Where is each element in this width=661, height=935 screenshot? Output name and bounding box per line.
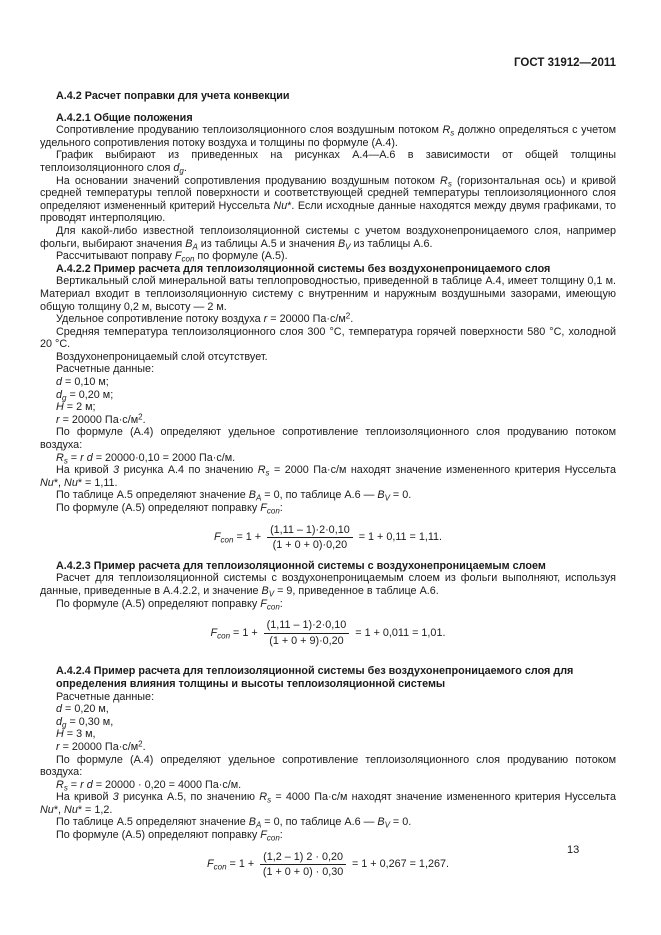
paragraph: Средняя температура теплоизоляционного слоя 300 °С, температура горячей поверхности 580 °С, холодной 20 °С. <box>40 325 616 351</box>
formula-lhs: $F_{con} = 1$ + <box>207 858 258 872</box>
formula-result: = 1 + 0,267 = 1,267. <box>349 858 449 871</box>
paragraph: Удельное сопротивление потоку воздуха r = 20000 $Па\cdot с/м^2$. <box>56 311 354 326</box>
paragraph: r = 20000 $Па\cdot с/м^2$. <box>56 412 146 426</box>
formula <box>40 619 616 647</box>
paragraph: r = 20000 $Па\cdot с/м^2$. <box>56 739 146 753</box>
formula-lhs: $F_{con} = 1$ + <box>213 531 265 545</box>
paragraph: По формуле (А.4) определяют удельное сопротивление теплоизоляционного слоя продуванию потоком воздуха: <box>40 753 616 779</box>
paragraph: Вертикальный слой минеральной ваты теплопроводностью, приведенной в таблице А.4, имеет толщину 0,1 м. Материал входит в теплоизоляционную систему с внутренним и наружным воздушными зазорами, имеющую общую толщину 0,2 м, высоту — 2 м. <box>40 275 616 313</box>
fraction-denominator: (1 + 0 + 0)·0,20 <box>272 539 348 552</box>
fraction-numerator: (1,2 – 1) 2 · 0,20 <box>260 851 346 866</box>
paragraph: H = 2 м; <box>56 401 96 414</box>
document-header <box>40 57 616 69</box>
paragraph: $R_s = r$ d = 20000 · 0,20 = 4000 Па·с/м. <box>56 778 242 793</box>
formula-fraction <box>267 524 353 552</box>
paragraph: H = 3 м, <box>56 728 96 741</box>
paragraph: На кривой 3 рисунка А.4 по значению $R_s = 2000$ Па·с/м находят значение измененного критерия Нуссельта Nu*, Nu* = 1,11. <box>40 464 617 489</box>
paragraph: Расчет для теплоизоляционной системы с воздухонепроницаемым слоем из фольги выполняют, используя данные, приведенные в А.4.2.2, и значение $B_V = 9$, приведенное в таблице А.6. <box>40 572 616 599</box>
paragraph: На кривой 3 рисунка А.5, по значению $R_s = 4000$ Па·с/м находят значение измененного критерия Нуссельта Nu*, Nu* = 1,2. <box>40 791 617 816</box>
section-heading: А.4.2.3 Пример расчета для теплоизоляционной системы с воздухонепроницаемым слоем <box>56 559 546 572</box>
paragraph: По формуле (А.5) определяют поправку $F_{con}$: <box>56 597 283 612</box>
paragraph: d = 0,10 м; <box>56 376 109 389</box>
formula <box>40 851 616 879</box>
paragraph: По формуле (А.5) определяют поправку $F_{con}$: <box>56 502 283 516</box>
document-body <box>40 90 616 885</box>
fraction-numerator: (1,11 – 1)·2·0,10 <box>264 619 350 634</box>
paragraph: Расчетные данные: <box>56 690 155 703</box>
fraction-denominator: (1 + 0 + 9)·0,20 <box>269 634 344 647</box>
formula-fraction <box>260 851 346 879</box>
page-number: 13 <box>567 844 580 856</box>
paragraph: По таблице А.5 определяют значение $B_A = 0$, по таблице А.6 — $B_V = 0$. <box>56 489 412 503</box>
formula-lhs: $F_{con} = 1$ + <box>210 626 261 641</box>
formula-result: = 1 + 0,011 = 1,01. <box>352 626 446 639</box>
paragraph: d = 0,20 м, <box>56 703 109 716</box>
fraction-numerator: (1,11 – 1)·2·0,10 <box>267 524 353 539</box>
paragraph: По формуле (А.4) определяют удельное сопротивление теплоизоляционного слоя продуванию потоком воздуха: <box>40 426 616 452</box>
paragraph: Расчетные данные: <box>56 363 155 376</box>
paragraph: График выбирают из приведенных на рисунках А.4—А.6 в зависимости от общей толщины теплоизоляционного слоя $d_g$. <box>40 149 616 176</box>
paragraph: По формуле (А.5) определяют поправку $F_{con}$: <box>56 829 283 843</box>
formula <box>40 524 616 552</box>
fraction-denominator: (1 + 0 + 0) · 0,30 <box>262 866 344 879</box>
paragraph: $R_s = r$ d = 20000·0,10 = 2000 Па·с/м. <box>56 451 236 466</box>
paragraph: По таблице А.5 определяют значение $B_A = 0$, по таблице А.6 — $B_V = 0$. <box>56 816 412 830</box>
paragraph: $d_g = 0,30$ м, <box>56 715 114 730</box>
paragraph: $d_g = 0,20$ м; <box>56 388 114 403</box>
formula-result: = 1 + 0,11 = 1,11. <box>355 531 443 544</box>
section-heading: А.4.2.4 Пример расчета для теплоизоляционной системы без воздухонепроницаемого слоя для определения влияния толщины и высоты теплоизоляционной системы <box>56 665 574 690</box>
paragraph: Для какой-либо известной теплоизоляционной системы с учетом воздухонепроницаемого слоя, например фольги, выбирают значения $B_A$ из таблицы А.5 и значения $B_V$ из таблицы А.6. <box>40 224 616 252</box>
paragraph: Воздухонепроницаемый слой отсутствует. <box>56 350 268 363</box>
section-heading: А.4.2.1 Общие положения <box>56 111 193 124</box>
section-heading: А.4.2.2 Пример расчета для теплоизоляционной системы без воздухонепроницаемого слоя <box>56 262 551 275</box>
standard-number: ГОСТ 31912—2011 <box>514 57 616 69</box>
formula-fraction <box>264 619 350 647</box>
paragraph: Сопротивление продуванию теплоизоляционного слоя воздушным потоком $R_s$ должно определяться с учетом удельного сопротивления потоку воздуха и толщины по формуле (А.4). <box>40 124 616 149</box>
section-heading: А.4.2 Расчет поправки для учета конвекции <box>56 90 290 102</box>
paragraph: На основании значений сопротивления продуванию воздушным потоком $R_s$ (горизонтальная ось) и кривой средней температуры теплой поверхности и соответствующей средней температуры теплоизоляционного слоя определяют измененный критерий Нуссельта Nu*. Если исходные данные находятся между двумя графиками, то проводят интерполяцию. <box>40 174 616 225</box>
paragraph: Рассчитывают поправу $F_{con}$ по формуле (А.5). <box>56 250 288 264</box>
